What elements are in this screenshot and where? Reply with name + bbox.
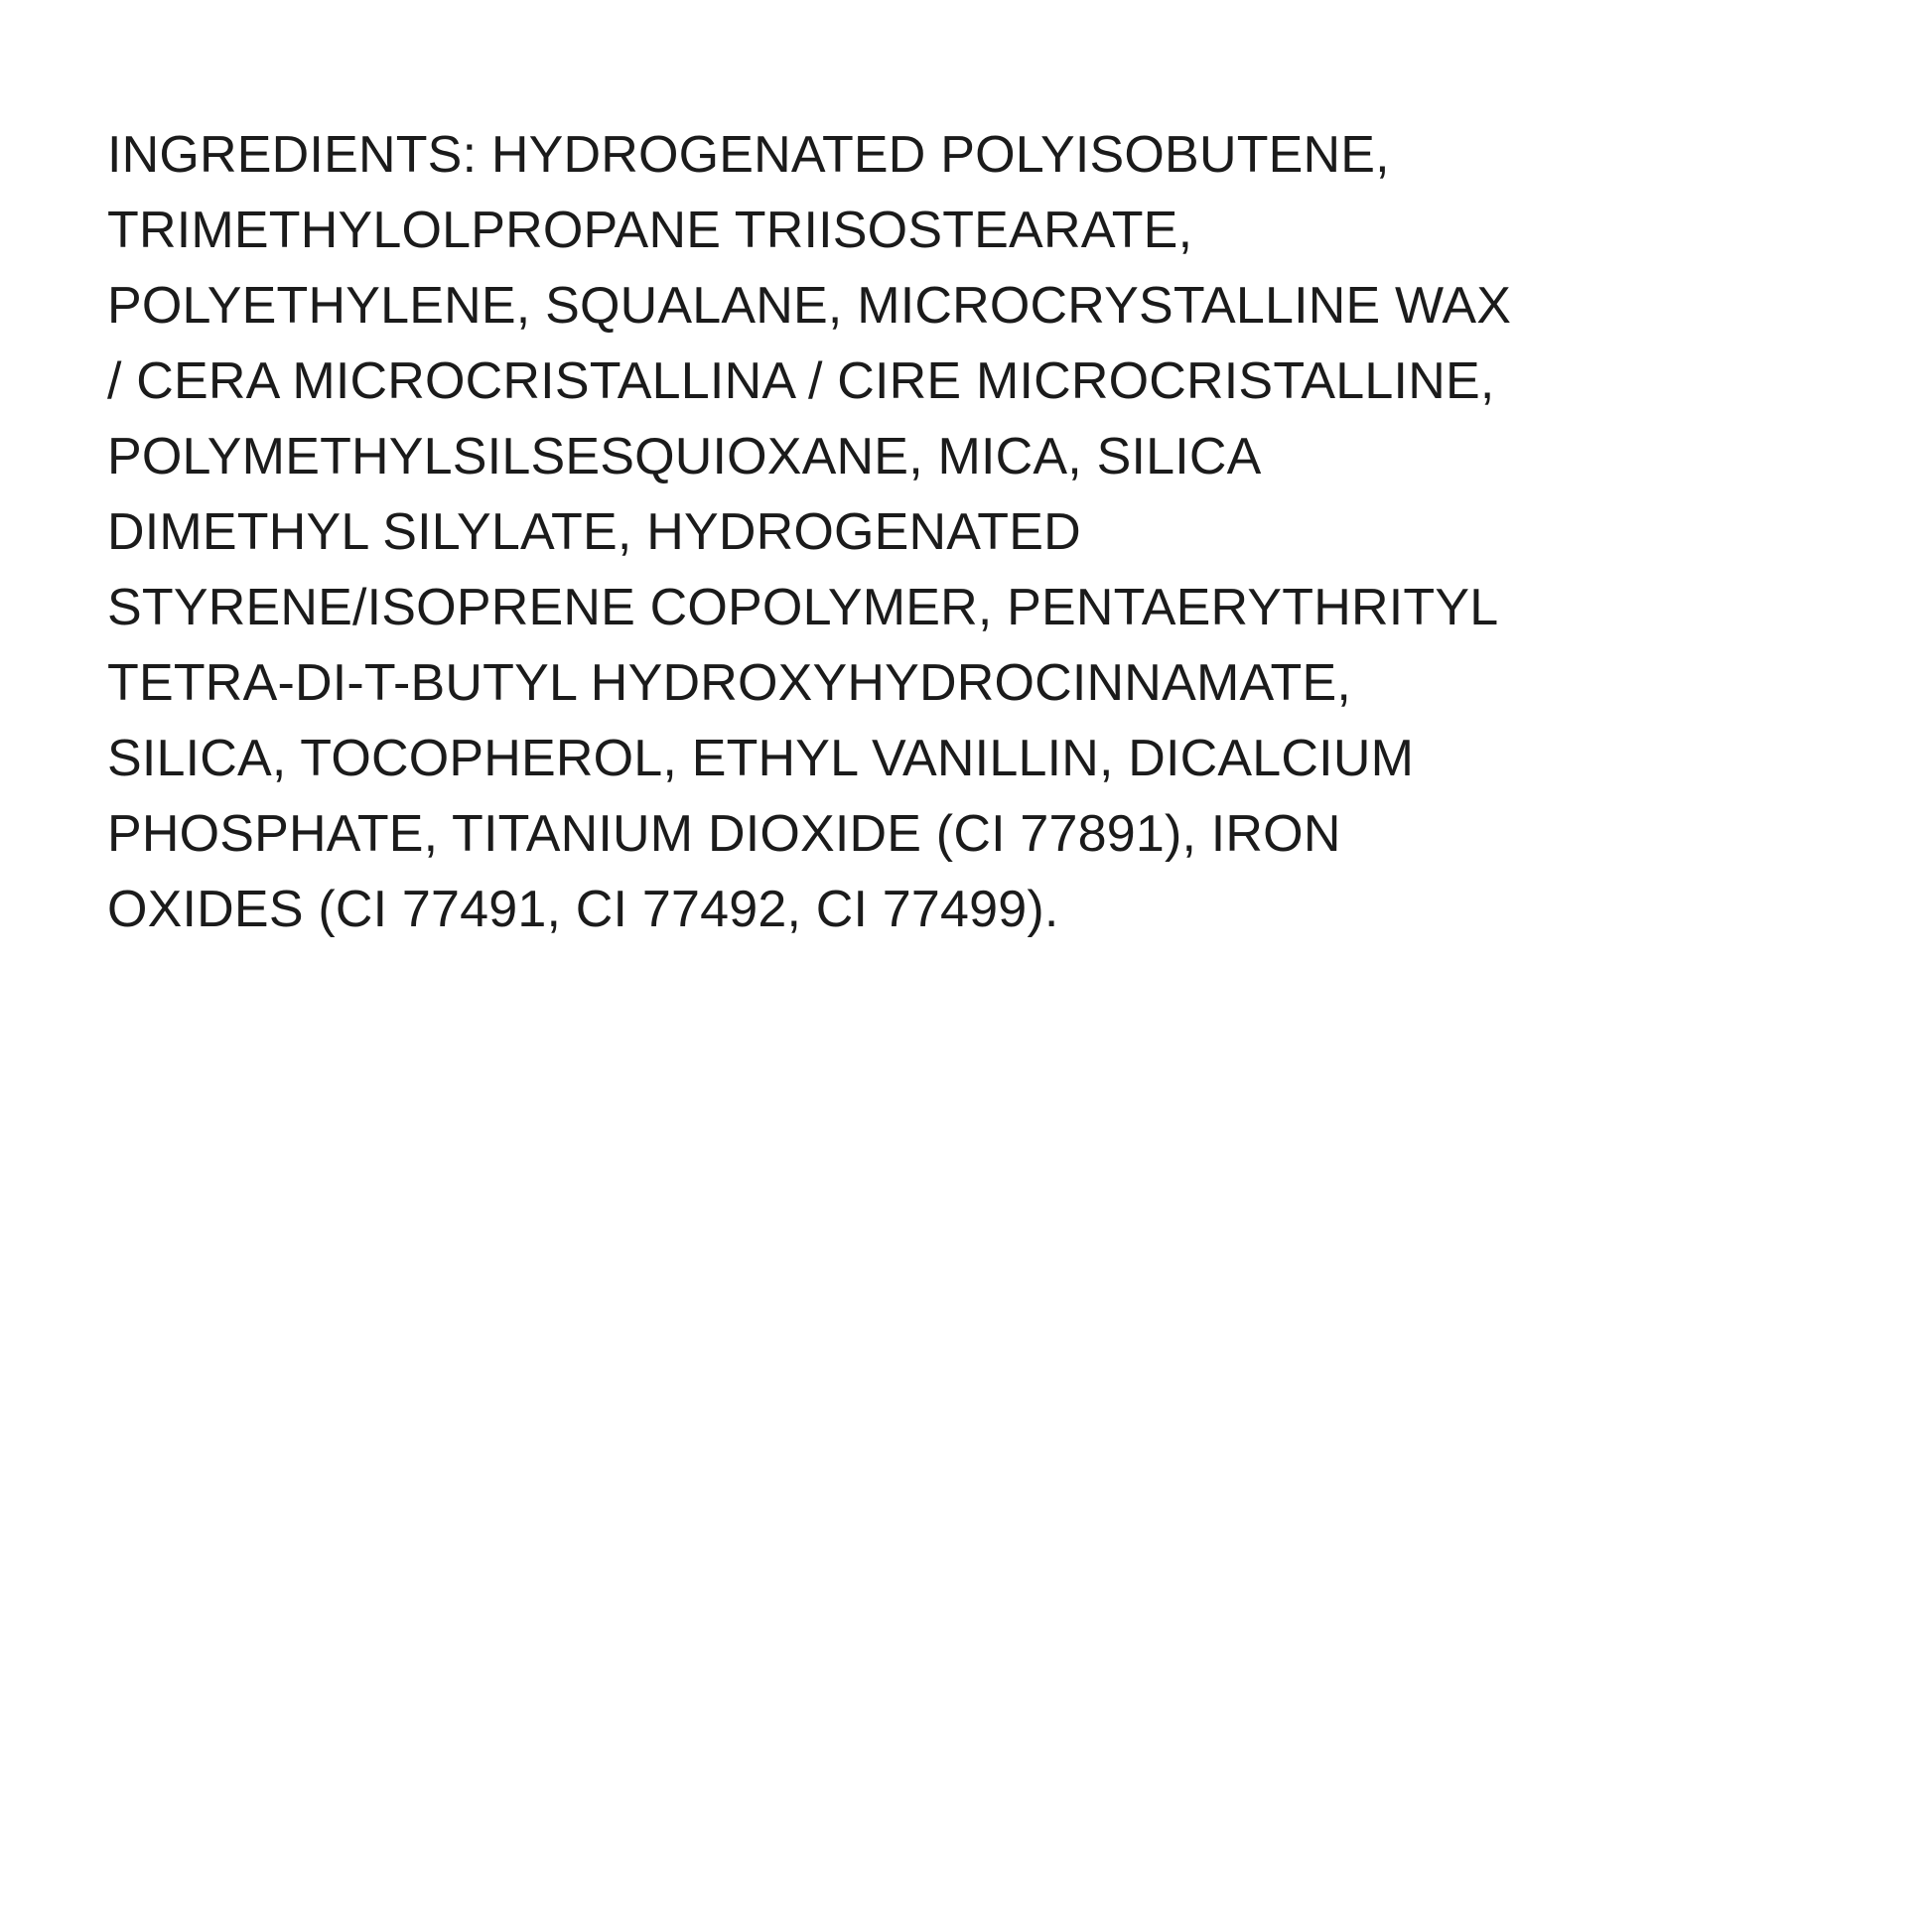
- ingredients-line: TRIMETHYLOLPROPANE TRIISOSTEARATE,: [107, 202, 1193, 259]
- ingredients-line: STYRENE/ISOPRENE COPOLYMER, PENTAERYTHRITYL: [107, 579, 1499, 636]
- ingredients-line: INGREDIENTS: HYDROGENATED POLYISOBUTENE,: [107, 126, 1390, 184]
- ingredients-line: / CERA MICROCRISTALLINA / CIRE MICROCRISTALLINE,: [107, 352, 1495, 410]
- ingredients-line: OXIDES (CI 77491, CI 77492, CI 77499).: [107, 881, 1059, 938]
- ingredients-line: POLYETHYLENE, SQUALANE, MICROCRYSTALLINE WAX: [107, 277, 1512, 335]
- ingredients-line: PHOSPHATE, TITANIUM DIOXIDE (CI 77891), IRON: [107, 805, 1341, 863]
- ingredients-line: POLYMETHYLSILSESQUIOXANE, MICA, SILICA: [107, 428, 1262, 485]
- ingredients-line: DIMETHYL SILYLATE, HYDROGENATED: [107, 503, 1081, 561]
- ingredients-text-block: [107, 117, 1795, 947]
- ingredients-line: SILICA, TOCOPHEROL, ETHYL VANILLIN, DICALCIUM: [107, 730, 1415, 787]
- ingredients-line: TETRA-DI-T-BUTYL HYDROXYHYDROCINNAMATE,: [107, 654, 1351, 712]
